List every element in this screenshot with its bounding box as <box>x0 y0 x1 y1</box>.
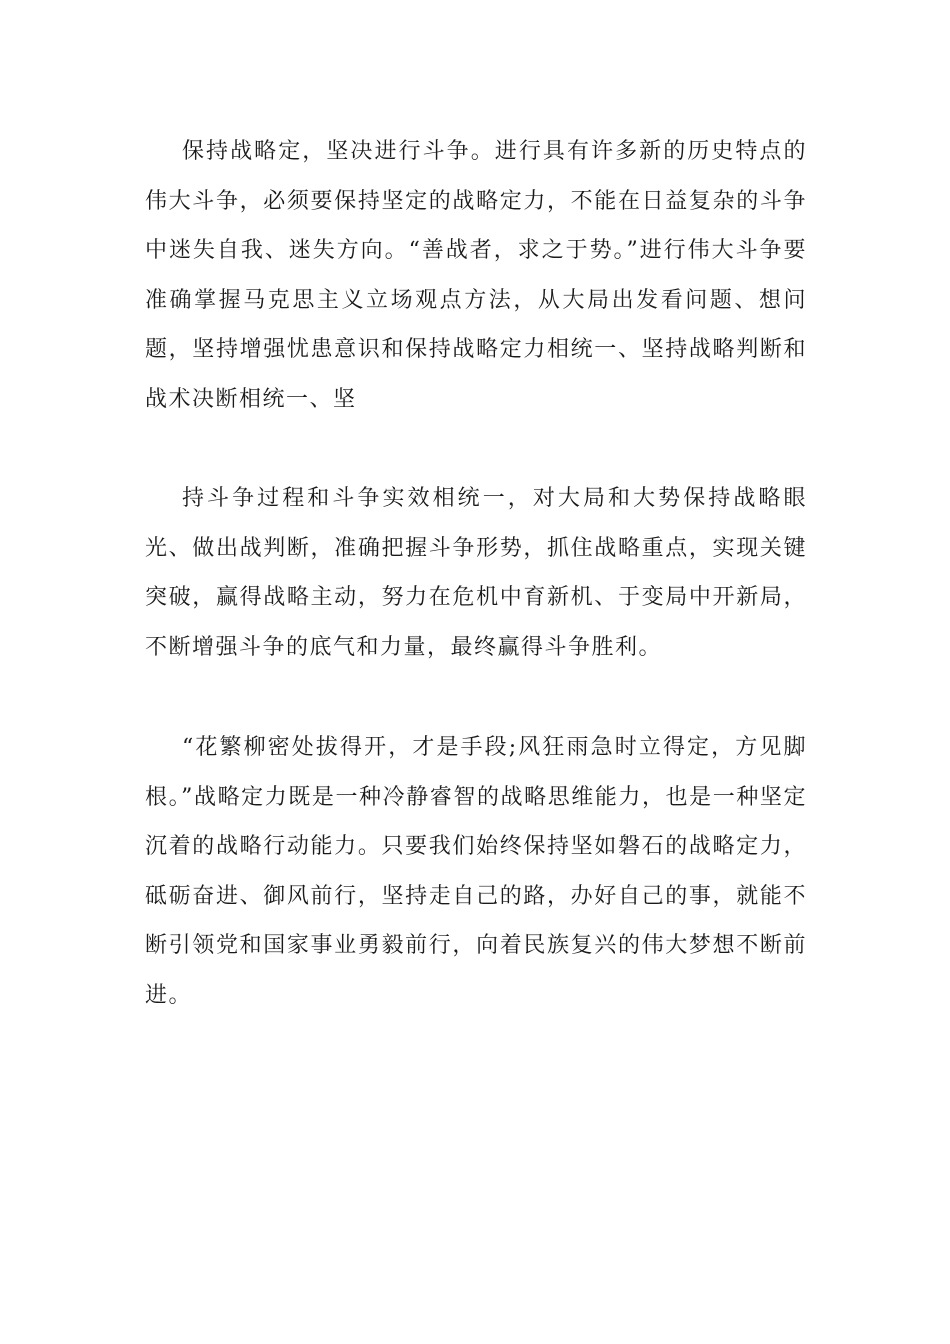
paragraph-1: 保持战略定，坚决进行斗争。进行具有许多新的历史特点的伟大斗争，必须要保持坚定的战略定力，不能在日益复杂的斗争中迷失自我、迷失方向。“善战者，求之于势。”进行伟大斗争要准确掌握马克思主义立场观点方法，从大局出发看问题、想问题，坚持增强忧患意识和保持战略定力相统一、坚持战略判断和战术决断相统一、坚 <box>145 139 807 412</box>
paragraph-2: 持斗争过程和斗争实效相统一，对大局和大势保持战略眼光、做出战判断，准确把握斗争形势，抓住战略重点，实现关键突破，赢得战略主动，努力在危机中育新机、于变局中开新局，不断增强斗争的底气和力量，最终赢得斗争胜利。 <box>145 486 807 660</box>
paragraph-3: “花繁柳密处拔得开，才是手段;风狂雨急时立得定，方见脚根。”战略定力既是一种冷静睿智的战略思维能力，也是一种坚定沉着的战略行动能力。只要我们始终保持坚如磐石的战略定力，砥砺奋进、御风前行，坚持走自己的路，办好自己的事，就能不断引领党和国家事业勇毅前行，向着民族复兴的伟大梦想不断前进。 <box>145 735 807 1008</box>
